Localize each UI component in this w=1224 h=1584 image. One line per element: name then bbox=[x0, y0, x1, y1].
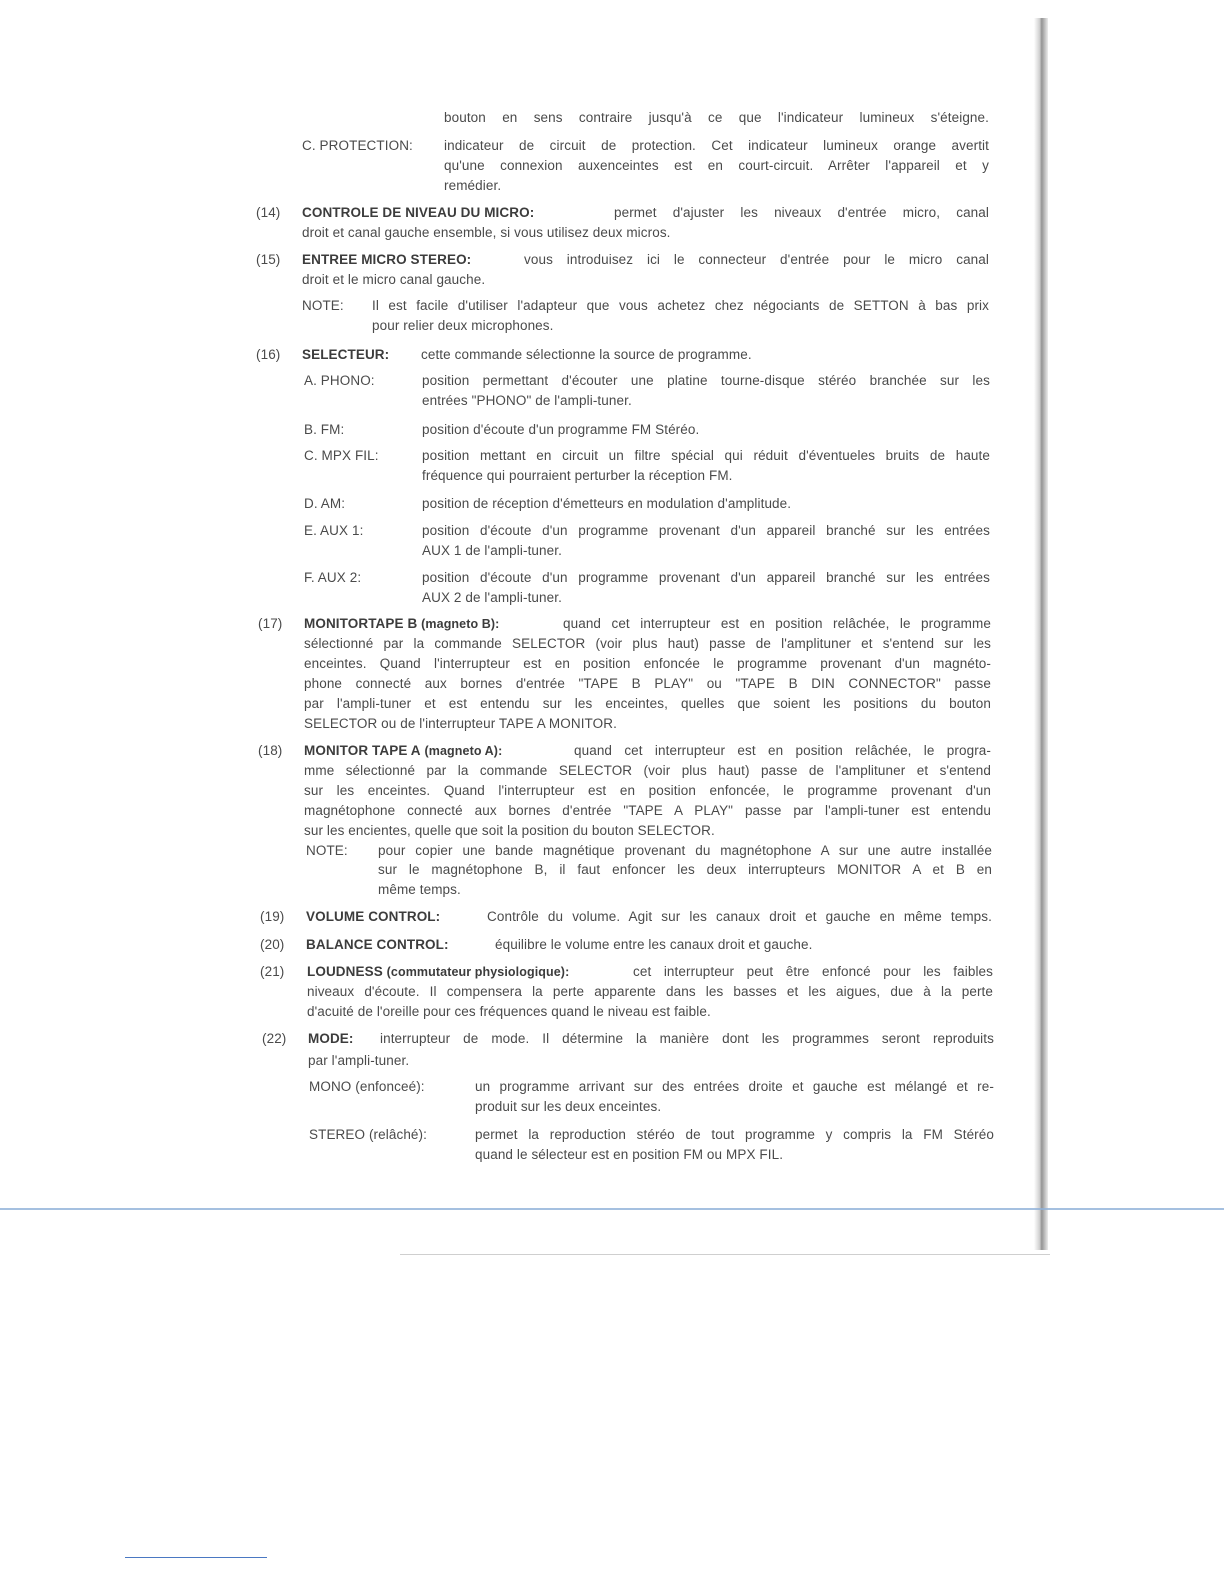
continuation-line: bouton en sens contraire jusqu'à ce que l'indicateur lumineux s'éteigne. bbox=[444, 110, 989, 125]
mode-stereo-line-1: STEREO (relâché): permet la reproduction stéréo de tout programme y compris la FM Stéréo bbox=[309, 1127, 994, 1142]
item-title: MONITORTAPE B (magneto B): bbox=[304, 616, 500, 631]
item-16-line-1: (16) SELECTEUR: cette commande sélectionne la source de programme. bbox=[0, 344, 1224, 366]
protection-line-3: remédier. bbox=[444, 178, 502, 193]
item-18-note-line-3: même temps. bbox=[378, 882, 461, 897]
item-18-line-5: sur les encientes, quelle que soit la position du bouton SELECTOR. bbox=[304, 823, 715, 838]
selector-option-aux1: E. AUX 1: position d'écoute d'un programme provenant d'un appareil branché sur les entrées bbox=[304, 523, 990, 538]
selector-option-am: D. AM: position de réception d'émetteurs en modulation d'amplitude. bbox=[304, 496, 792, 511]
item-15-note-line-1: NOTE: Il est facile d'utiliser l'adapteur que vous achetez chez négociants de SETTON à bas prix bbox=[0, 295, 1224, 317]
item-20-line-1: (20) BALANCE CONTROL: équilibre le volume entre les canaux droit et gauche. bbox=[0, 934, 1224, 956]
item-title: MONITOR TAPE A (magneto A): bbox=[304, 743, 503, 758]
item-22-line-2: par l'ampli-tuner. bbox=[308, 1053, 410, 1068]
selector-option-aux2-cont: AUX 2 de l'ampli-tuner. bbox=[422, 590, 562, 605]
item-number: (22) bbox=[262, 1031, 287, 1046]
item-title: CONTROLE DE NIVEAU DU MICRO: bbox=[302, 205, 535, 220]
item-14-line-2: droit et canal gauche ensemble, si vous utilisez deux micros. bbox=[302, 225, 671, 240]
item-title: BALANCE CONTROL: bbox=[306, 937, 449, 952]
item-19-line-1: (19) VOLUME CONTROL: Contrôle du volume. Agit sur les canaux droit et gauche en même temps. bbox=[0, 906, 1224, 928]
item-number: (20) bbox=[260, 937, 285, 952]
item-15-line-1: (15) ENTREE MICRO STEREO: vous introduisez ici le connecteur d'entrée pour le micro canal bbox=[0, 249, 1224, 271]
selector-option-aux1-cont: AUX 1 de l'ampli-tuner. bbox=[422, 543, 562, 558]
selector-option-phono-cont: entrées "PHONO" de l'ampli-tuner. bbox=[422, 393, 632, 408]
item-title: SELECTEUR: bbox=[302, 347, 390, 362]
item-number: (15) bbox=[256, 252, 281, 267]
item-15-note-line-2: pour relier deux microphones. bbox=[372, 318, 554, 333]
item-number: (18) bbox=[258, 743, 283, 758]
item-18-note-line-1: NOTE: pour copier une bande magnétique provenant du magnétophone A sur une autre installée bbox=[0, 840, 1224, 862]
item-18-note-line-2: sur le magnétophone B, il faut enfoncer les deux interrupteurs MONITOR A et B en bbox=[378, 862, 992, 877]
selector-option-aux2: F. AUX 2: position d'écoute d'un programme provenant d'un appareil branché sur les entrées bbox=[304, 570, 990, 585]
item-17-line-3: enceintes. Quand l'interrupteur est en position enfoncée le programme provenant d'un magnéto- bbox=[304, 656, 991, 671]
item-title: ENTREE MICRO STEREO: bbox=[302, 252, 472, 267]
item-number: (17) bbox=[258, 616, 283, 631]
note-label: NOTE: bbox=[302, 298, 344, 313]
item-title: MODE: bbox=[308, 1031, 354, 1046]
item-17-line-6: SELECTOR ou de l'interrupteur TAPE A MONITOR. bbox=[304, 716, 617, 731]
item-17-line-2: sélectionné par la commande SELECTOR (voir plus haut) passe de l'amplituner et s'entend sur les bbox=[304, 636, 991, 651]
item-number: (16) bbox=[256, 347, 281, 362]
item-18-line-2: mme sélectionné par la commande SELECTOR (voir plus haut) passe de l'amplituner et s'entend bbox=[304, 763, 991, 778]
item-number: (19) bbox=[260, 909, 285, 924]
scan-divider-line bbox=[0, 1208, 1224, 1210]
item-21-line-2: niveaux d'écoute. Il compensera la perte apparente dans les basses et les aigues, due à la perte bbox=[307, 984, 993, 999]
mode-stereo-line-2: quand le sélecteur est en position FM ou MPX FIL. bbox=[475, 1147, 784, 1162]
item-21-line-3: d'acuité de l'oreille pour ces fréquences quand le niveau est faible. bbox=[307, 1004, 711, 1019]
protection-line-2: qu'une connexion auxenceintes est en court-circuit. Arrêter l'appareil et y bbox=[444, 158, 989, 173]
item-14-line-1: (14) CONTROLE DE NIVEAU DU MICRO: permet d'ajuster les niveaux d'entrée micro, canal bbox=[0, 202, 1224, 224]
protection-label: C. PROTECTION: bbox=[302, 138, 413, 153]
item-title: VOLUME CONTROL: bbox=[306, 909, 441, 924]
item-number: (21) bbox=[260, 964, 285, 979]
item-number: (14) bbox=[256, 205, 281, 220]
item-18-line-1: (18) MONITOR TAPE A (magneto A): quand cet interrupteur est en position relâchée, le progra- bbox=[0, 740, 1224, 762]
protection-line-1: C. PROTECTION: indicateur de circuit de protection. Cet indicateur lumineux orange avertit bbox=[0, 135, 1224, 157]
item-17-line-1: (17) MONITORTAPE B (magneto B): quand cet interrupteur est en position relâchée, le programme bbox=[0, 613, 1224, 635]
item-title: LOUDNESS (commutateur physiologique): bbox=[307, 964, 570, 979]
item-17-line-5: par l'ampli-tuner et est entendu sur les enceintes, quelles que soient les positions du bouton bbox=[304, 696, 991, 711]
scan-faint-line bbox=[400, 1254, 1050, 1255]
item-17-line-4: phone connecté aux bornes d'entrée "TAPE B PLAY" ou "TAPE B DIN CONNECTOR" passe bbox=[304, 676, 991, 691]
selector-option-mpx: C. MPX FIL: position mettant en circuit un filtre spécial qui réduit d'éventueles bruits de haute bbox=[304, 448, 990, 463]
footer-rule bbox=[125, 1557, 267, 1558]
mode-mono-line-2: produit sur les deux enceintes. bbox=[475, 1099, 662, 1114]
item-21-line-1: (21) LOUDNESS (commutateur physiologique): cet interrupteur peut être enfoncé pour les faibles bbox=[0, 961, 1224, 983]
selector-option-fm: B. FM: position d'écoute d'un programme FM Stéréo. bbox=[304, 422, 700, 437]
mode-mono-line-1: MONO (enfonceé): un programme arrivant sur des entrées droite et gauche est mélangé et re- bbox=[309, 1079, 994, 1094]
note-label: NOTE: bbox=[306, 843, 348, 858]
selector-option-mpx-cont: fréquence qui pourraient perturber la réception FM. bbox=[422, 468, 733, 483]
selector-option-phono: A. PHONO: position permettant d'écouter une platine tourne-disque stéréo branchée sur les bbox=[304, 373, 990, 388]
item-15-line-2: droit et le micro canal gauche. bbox=[302, 272, 486, 287]
item-22-line-1: (22) MODE: interrupteur de mode. Il détermine la manière dont les programmes seront reproduits bbox=[0, 1028, 1224, 1050]
item-18-line-4: magnétophone connecté aux bornes d'entrée "TAPE A PLAY" passe par l'ampli-tuner est entendu bbox=[304, 803, 991, 818]
item-18-line-3: sur les enceintes. Quand l'interrupteur est en position enfoncée, le programme provenant d'un bbox=[304, 783, 991, 798]
